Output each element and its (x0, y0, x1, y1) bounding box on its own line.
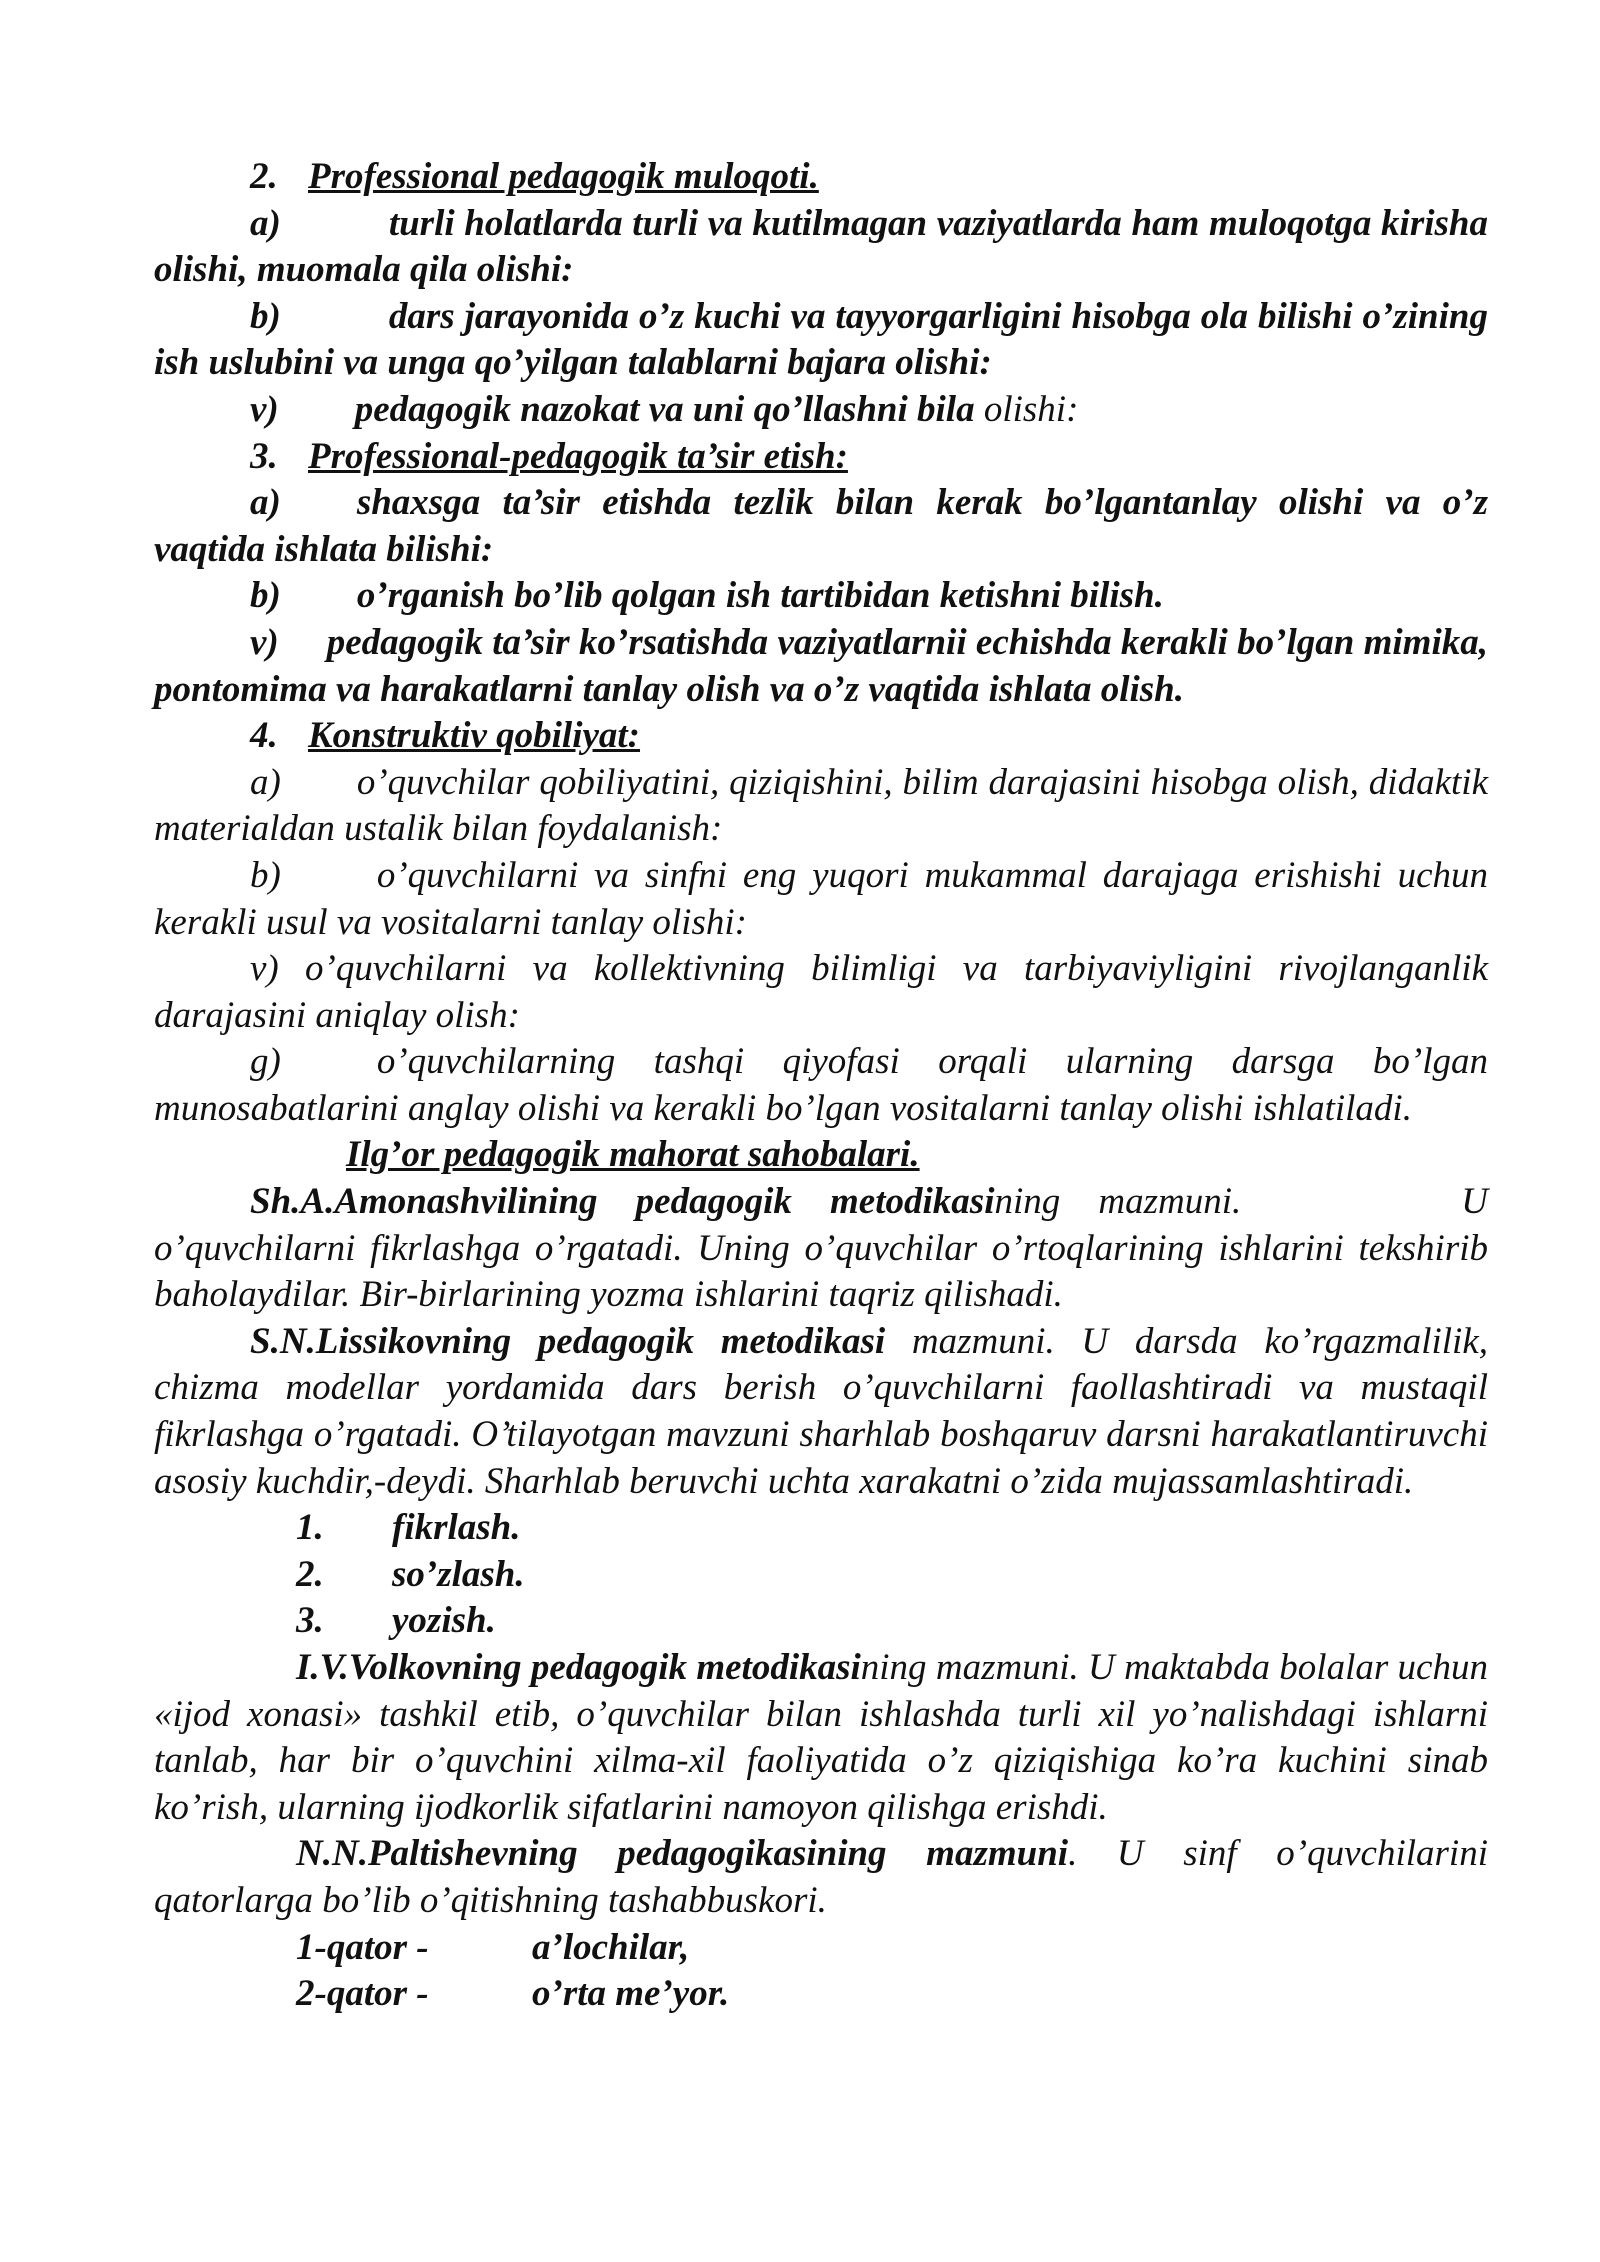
item-3v: v) pedagogik ta’sir ko’rsatishda vaziyatlarnii echishda kerakli bo’lgan mimika, pontomima va harakatlarni tanlay olish va o’z vaqtida ishlata olish. (154, 621, 1488, 710)
section-number: 4. (250, 715, 278, 757)
paragraph-volkov: I.V.Volkovning pedagogik metodikasining mazmuni. U maktabda bolalar uchun «ijod xonasi» tashkil etib, o’quvchilar bilan ishlashda turli xil yo’nalishdagi ishlarni tanlab, har bir o’quvchini xilma-xil faoliyatida o’z qiziqishiga ko’ra kuchini sinab ko’rish, ularning ijodkorlik sifatlarini namoyon qilishga erishdi. (154, 1647, 1488, 1828)
item-4v: v) o’quvchilarni va kollektivning bilimligi va tarbiyaviyligini rivojlanganlik darajasini aniqlay olish: (154, 948, 1488, 1036)
paragraph-lissikov: S.N.Lissikovning pedagogik metodikasi mazmuni. U darsda ko’rgazmalilik, chizma modellar yordamida dars berish o’quvchilarni faollashtiradi va mustaqil fikrlashga o’rgatadi. O’tilayotgan mavzuni sharhlab boshqaruv darsni harakatlantiruvchi asosiy kuchdir,-deydi. Sharhlab beruvchi uchta xarakatni o’zida mujassamlashtiradi. (154, 1320, 1488, 1502)
section-3-heading (154, 434, 1488, 481)
list-item: 1-qator - a’lochilar, (296, 1926, 690, 1968)
item-2a: a) turli holatlarda turli va kutilmagan vaziyatlarda ham muloqotga kirisha olishi, muomala qila olishi: (154, 202, 1488, 291)
list-item: 2. so’zlash. (296, 1553, 525, 1595)
section-number: 3. (250, 435, 278, 477)
paragraph-paltishev: N.N.Paltishevning pedagogikasining mazmuni. U sinf o’quvchilarini qatorlarga bo’lib o’qitishning tashabbuskori. (154, 1833, 1488, 1921)
section-title: Professional-pedagogik ta’sir etish: (308, 435, 848, 477)
section-title: Professional pedagogik muloqoti. (308, 156, 819, 197)
item-4a: a) o’quvchilar qobiliyatini, qiziqishini, bilim darajasini hisobga olish, didaktik materialdan ustalik bilan foydalanish: (154, 761, 1488, 850)
paragraph-amonashvili: Sh.A.Amonashvilining pedagogik metodikasining mazmuni. U o’quvchilarni fikrlashga o’rgatadi. Uning o’quvchilar o’rtoqlarining ishlarini tekshirib baholaydilar. Bir-birlarining yozma ishlarini taqriz qilishadi. (154, 1181, 1488, 1316)
section-4-heading (154, 713, 1488, 760)
list-item: 2-qator - o’rta me’yor. (296, 1973, 730, 2015)
item-4b: b) o’quvchilarni va sinfni eng yuqori mukammal darajaga erishishi uchun kerakli usul va vositalarni tanlay olishi: (154, 854, 1488, 943)
section-number: 2. (250, 156, 278, 197)
item-3b: b) o’rganish bo’lib qolgan ish tartibidan ketishni bilish. (250, 575, 1164, 617)
section-2-heading (154, 154, 1488, 201)
item-2b: b) dars jarayonida o’z kuchi va tayyorgarligini hisobga ola bilishi o’zining ish uslubini va unga qo’yilgan talablarni bajara olishi: (154, 295, 1488, 384)
document-page (154, 154, 1488, 2018)
item-4g: g) o’quvchilarning tashqi qiyofasi orqali ularning darsga bo’lgan munosabatlarini anglay olishi va kerakli bo’lgan vositalarni tanlay olishi ishlatiladi. (154, 1041, 1488, 1129)
item-3a: a) shaxsga ta’sir etishda tezlik bilan kerak bo’lgantanlay olishi va o’z vaqtida ishlata bilishi: (154, 482, 1488, 570)
item-2v: v) pedagogik nazokat va uni qo’llashni bila olishi: (250, 388, 1079, 430)
page-heading: Ilg’or pedagogik mahorat sahobalari. (346, 1134, 920, 1176)
list-item: 1. fikrlash. (296, 1507, 521, 1549)
section-title: Konstruktiv qobiliyat: (308, 715, 641, 757)
list-item: 3. yozish. (296, 1600, 496, 1642)
